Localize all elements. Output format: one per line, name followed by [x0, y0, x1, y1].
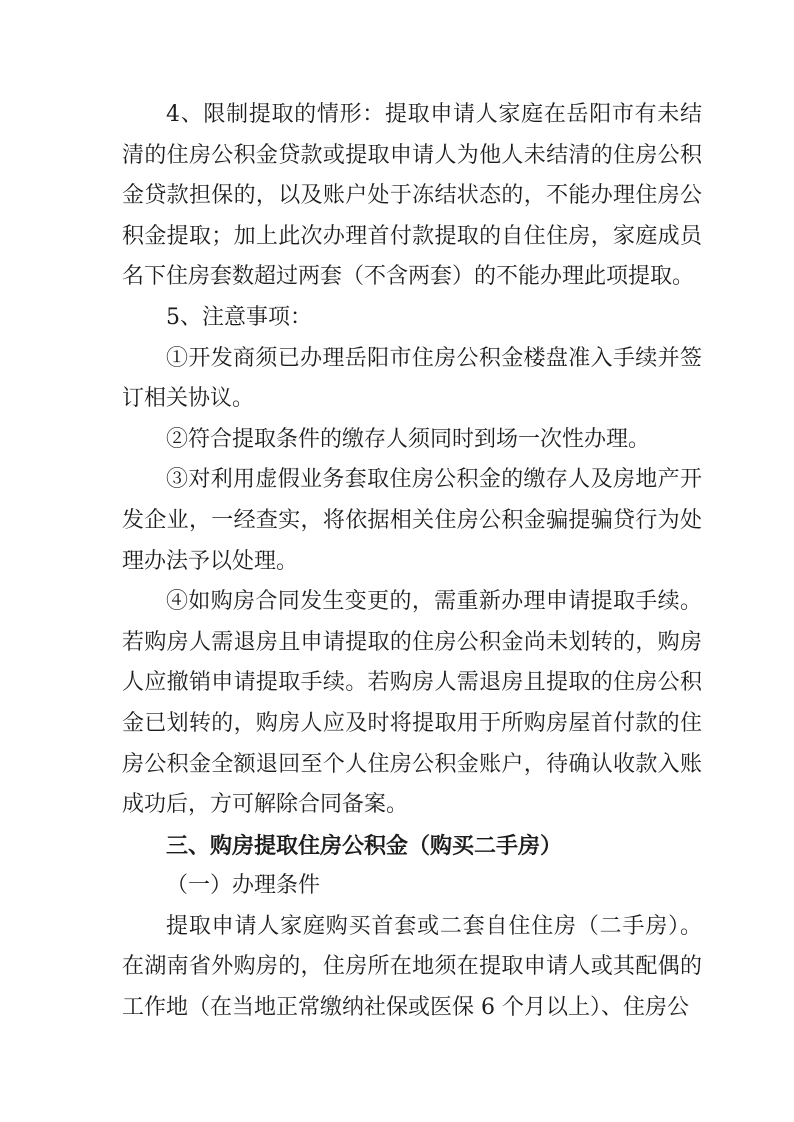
paragraph-restricted-withdrawal-cases: 4、限制提取的情形：提取申请人家庭在岳阳市有未结清的住房公积金贷款或提取申请人为他人未结清的住房公积金贷款担保的，以及账户处于冻结状态的，不能办理住房公积金提取；加上此次办理首付款提取的自住住房，家庭成员名下住房套数超过两套（不含两套）的不能办理此项提取。: [122, 102, 702, 290]
paragraph-notes-heading: 5、注意事项：: [166, 304, 312, 330]
note-4-contract-change-refund: ④如购房合同发生变更的，需重新办理申请提取手续。若购房人需退房且申请提取的住房公积金尚未划转的，购房人应撤销申请提取手续。若购房人需退房且提取的住房公积金已划转的，购房人应及时将提取用于所购房屋首付款的住房公积金全额退回至个人住房公积金账户，待确认收款入账成功后，方可解除合同备案。: [122, 589, 702, 818]
note-3-fraud-penalty: ③对利用虚假业务套取住房公积金的缴存人及房地产开发企业，一经查实，将依据相关住房公积金骗提骗贷行为处理办法予以处理。: [122, 467, 702, 574]
note-1-developer-admission: ①开发商须已办理岳阳市住房公积金楼盘准入手续并签订相关协议。: [122, 345, 702, 412]
subheading-handling-conditions: （一）办理条件: [166, 873, 321, 899]
paragraph-condition-details: 提取申请人家庭购买首套或二套自住住房（二手房）。在湖南省外购房的，住房所在地须在提取申请人或其配偶的工作地（在当地正常缴纳社保或医保 6 个月以上）、住房公: [122, 913, 702, 1021]
section-heading-second-hand-house-withdrawal: 三、购房提取住房公积金（购买二手房）: [166, 832, 563, 859]
note-2-simultaneous-processing: ②符合提取条件的缴存人须同时到场一次性办理。: [166, 426, 651, 452]
